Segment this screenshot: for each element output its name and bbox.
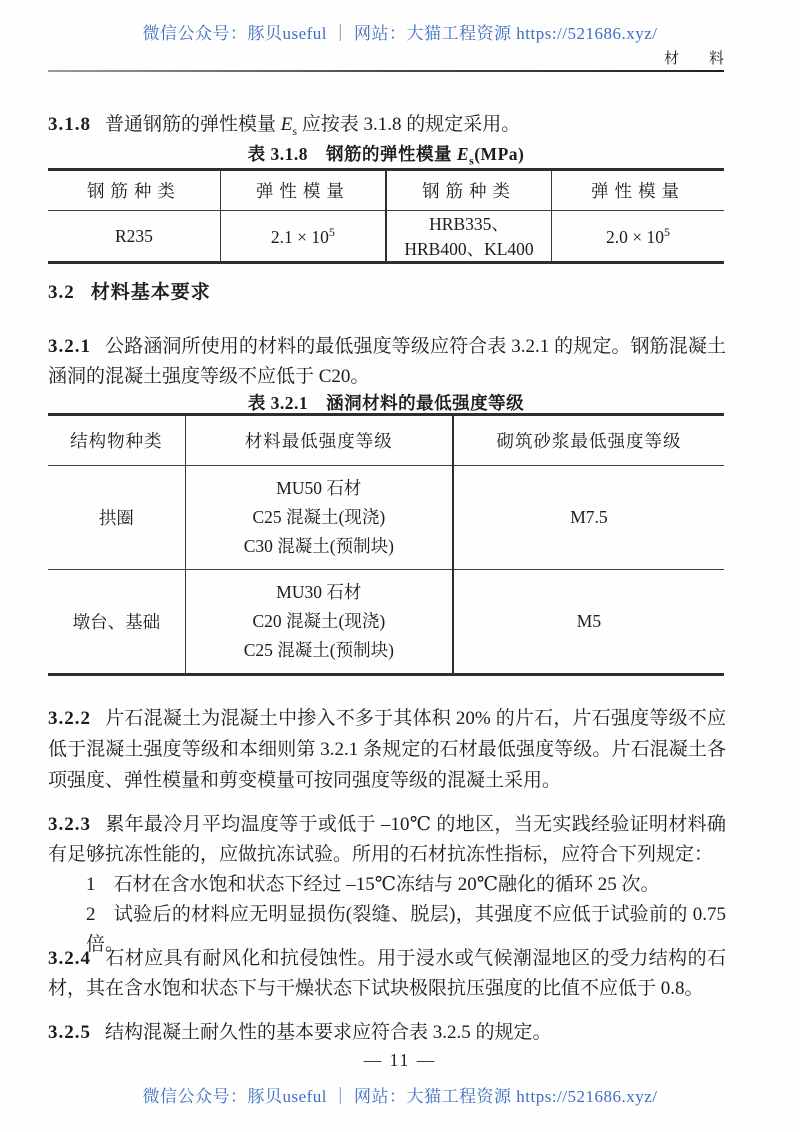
symbol-Es-sub: s	[469, 153, 475, 168]
table-row	[48, 466, 724, 570]
section-number: 3.2.3	[48, 814, 91, 835]
paragraph-text: 结构混凝土耐久性的基本要求应符合表 3.2.5 的规定。	[105, 1022, 552, 1043]
header-rule	[48, 70, 724, 72]
table-3-2-1	[48, 413, 724, 676]
column-header: 弹性模量	[552, 170, 724, 211]
paragraph-text: 石材应具有耐风化和抗侵蚀性。用于浸水或气候潮湿地区的受力结构的石材，其在含水饱和状态下与干燥状态下试块极限抗压强度的比值不应低于 0.8。	[48, 948, 726, 999]
column-header: 结构物种类	[48, 415, 185, 466]
table-header-row	[48, 170, 724, 211]
table-row	[48, 211, 724, 263]
table-3-2-1-caption: 表 3.2.1 涵洞材料的最低强度等级	[247, 393, 525, 413]
table-3-1-8	[48, 168, 724, 264]
paragraph-3-2-3	[48, 810, 726, 870]
cell-rebar-type: R235	[114, 225, 153, 246]
paragraph-text: 片石混凝土为混凝土中掺入不多于其体积 20% 的片石，片石强度等级不应低于混凝土强度等级和本细则第 3.2.1 条规定的石材最低强度等级。片石混凝土各项强度、弹性模量和剪变模量可按同强度等级的混凝土采用。	[48, 708, 726, 791]
cell-mortar-grade: M7.5	[453, 466, 724, 570]
column-header: 材料最低强度等级	[185, 415, 453, 466]
section-number: 3.1.8	[48, 114, 91, 135]
column-header: 弹性模量	[220, 170, 386, 211]
table-row	[48, 570, 724, 675]
section-number: 3.2.5	[48, 1022, 91, 1043]
cell-modulus: $2.1 \times 10^5$	[220, 211, 386, 263]
cell-mortar-grade: M5	[453, 570, 724, 675]
column-header: 钢筋种类	[48, 170, 220, 211]
paragraph-text: 公路涵洞所使用的材料的最低强度等级应符合表 3.2.1 的规定。钢筋混凝土涵洞的混凝土强度等级不应低于 C20。	[48, 336, 726, 387]
table-header-row	[48, 415, 724, 466]
symbol-Es: E	[456, 144, 470, 164]
heading-text: 材料基本要求	[90, 282, 211, 303]
item-text: 试验后的材料应无明显损伤(裂缝、脱层)，其强度不应低于试验前的 0.75 倍。	[86, 904, 726, 955]
cell-material-grades: MU50 石材 C25 混凝土(现浇) C30 混凝土(预制块)	[185, 466, 453, 570]
paragraph-text: 累年最冷月平均温度等于或低于 –10℃ 的地区，当无实践经验证明材料确有足够抗冻性能的，应做抗冻试验。所用的石材抗冻性指标，应符合下列规定：	[48, 814, 726, 865]
item-number: 2	[86, 904, 96, 925]
paragraph-3-2-4	[48, 944, 726, 1004]
section-number: 3.2	[48, 282, 75, 303]
paragraph-3-2-5	[48, 1018, 726, 1048]
section-number: 3.2.4	[48, 948, 91, 969]
paragraph-text: 普通钢筋的弹性模量	[105, 114, 281, 135]
section-number: 3.2.2	[48, 708, 91, 729]
symbol-Es: E	[280, 114, 293, 135]
item-number: 1	[86, 874, 96, 895]
column-header: 砌筑砂浆最低强度等级	[453, 415, 724, 466]
cell-material-grades: MU30 石材 C20 混凝土(现浇) C25 混凝土(预制块)	[185, 570, 453, 675]
heading-3-2	[48, 277, 211, 304]
cell-rebar-type: HRB335、HRB400、KL400	[386, 211, 552, 263]
list-item-1	[48, 870, 726, 900]
paragraph-text: 应按表 3.1.8 的规定采用。	[297, 114, 521, 135]
column-header: 钢筋种类	[386, 170, 552, 211]
cell-modulus: $2.0 \times 10^5$	[552, 211, 724, 263]
table-3-1-8-caption: 表 3.1.8 钢筋的弹性模量 $E_s(MPa)$	[247, 144, 525, 168]
running-head: 材 料	[663, 51, 724, 67]
bottom-watermark: 微信公众号：豚贝useful ｜ 网站：大猫工程资源 https://521686.xyz/	[142, 1087, 658, 1106]
cell-structure-type: 拱圈	[48, 466, 185, 570]
item-text: 石材在含水饱和状态下经过 –15℃冻结与 20℃融化的循环 25 次。	[113, 874, 660, 895]
paragraph-3-2-2	[48, 703, 726, 796]
section-number: 3.2.1	[48, 336, 91, 357]
top-watermark: 微信公众号：豚贝useful ｜ 网站：大猫工程资源 https://521686.xyz/	[142, 24, 658, 43]
symbol-Es-sub: s	[292, 123, 298, 138]
cell-structure-type: 墩台、基础	[48, 570, 185, 675]
paragraph-3-2-1	[48, 332, 726, 392]
page-number: — 11 —	[363, 1050, 437, 1070]
